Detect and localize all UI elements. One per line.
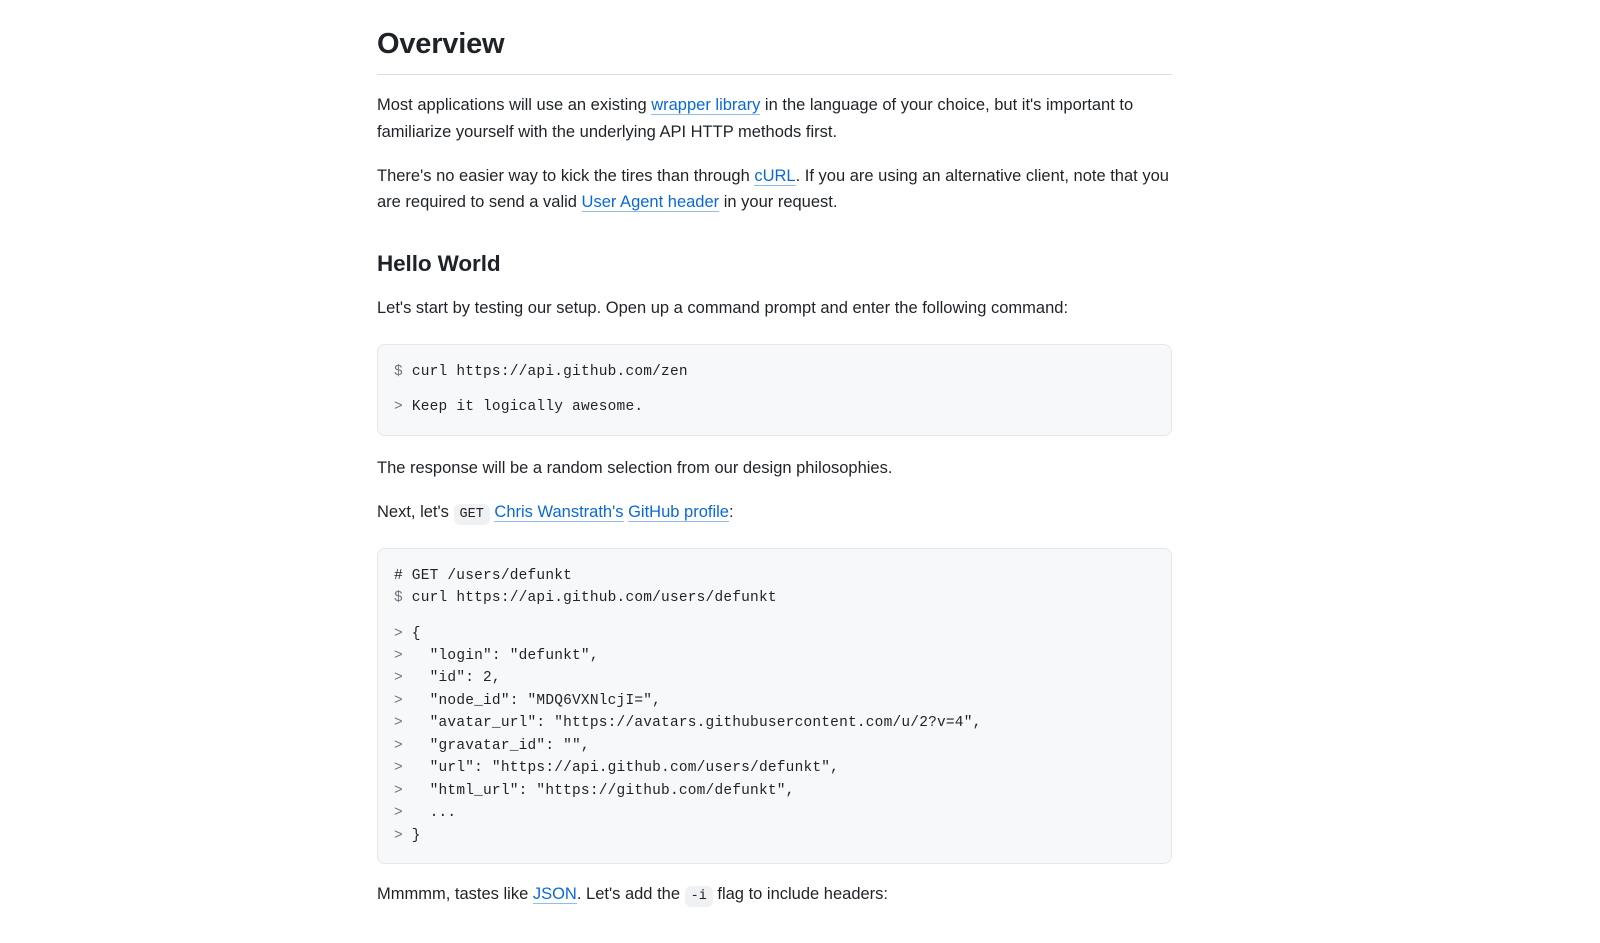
output-prompt: >	[394, 715, 403, 732]
code-text: "id": 2,	[402, 670, 501, 687]
output-prompt: >	[394, 737, 403, 754]
code-text: "login": "defunkt",	[402, 647, 599, 664]
code-blank-line	[394, 383, 1155, 396]
code-text: "node_id": "MDQ6VXNlcjI=",	[402, 692, 662, 709]
i-flag-badge: -i	[685, 886, 713, 907]
output-prompt: >	[394, 827, 403, 844]
code-line	[394, 712, 1155, 734]
code-blank-line	[394, 609, 1155, 622]
overview-paragraph-2-part2: . If you are using an alternative client, note that you are required to send a valid	[377, 166, 1169, 212]
page-title: Overview	[377, 26, 1172, 75]
output-prompt: >	[394, 647, 403, 664]
code-line	[394, 757, 1155, 779]
hello-world-paragraph-1: Let's start by testing our setup. Open up a command prompt and enter the following command:	[377, 299, 1069, 318]
code-block-defunkt	[377, 548, 1172, 865]
json-link[interactable]: JSON	[532, 885, 577, 904]
code-text: ...	[402, 805, 457, 822]
curl-link[interactable]: cURL	[754, 166, 796, 185]
overview-paragraph-1-text-after: in the language of your choice, but it's important to familiarize yourself with the underlying API HTTP methods first.	[377, 96, 1134, 141]
code-text: {	[402, 625, 421, 642]
code-line	[394, 735, 1155, 757]
code-text: Keep it logically awesome.	[411, 399, 644, 416]
github-profile-link[interactable]: GitHub profile	[628, 502, 729, 521]
overview-paragraph-2-part1: There's no easier way to kick the tires than through	[377, 166, 755, 185]
output-prompt: >	[394, 805, 403, 822]
hello-world-paragraph-4	[377, 881, 1172, 908]
code-line	[394, 623, 1155, 645]
code-line	[394, 645, 1155, 667]
paragraph-4-part1: Mmmmm, tastes like	[377, 885, 533, 904]
code-text: # GET /users/defunkt	[394, 567, 573, 584]
output-prompt: >	[394, 760, 403, 777]
paragraph-4-part2: . Let's add the	[576, 885, 685, 904]
code-text: "gravatar_id": "",	[402, 737, 590, 754]
code-line	[394, 667, 1155, 689]
code-text: curl https://api.github.com/users/defunkt	[402, 590, 777, 606]
overview-paragraph-2-part3: in your request.	[719, 193, 838, 212]
paragraph-3-part2: :	[728, 502, 734, 521]
code-line	[394, 780, 1155, 802]
overview-paragraph-1-text-before: Most applications will use an existing	[377, 96, 652, 115]
output-prompt: >	[394, 625, 403, 642]
code-text: "url": "https://api.github.com/users/defunkt",	[402, 760, 840, 777]
output-prompt: >	[394, 399, 403, 416]
code-line	[394, 396, 1155, 418]
shell-prompt: $	[394, 590, 403, 606]
code-text: curl https://api.github.com/zen	[411, 363, 688, 380]
overview-paragraph-1	[377, 92, 1172, 145]
output-prompt: >	[394, 782, 403, 799]
code-line	[394, 802, 1155, 824]
code-line	[394, 361, 1155, 383]
output-prompt: >	[394, 670, 403, 687]
shell-prompt: $	[394, 363, 403, 380]
get-method-badge: GET	[454, 504, 490, 525]
user-agent-header-link[interactable]: User Agent header	[581, 193, 720, 212]
wrapper-library-link[interactable]: wrapper library	[651, 96, 761, 115]
code-block-zen	[377, 344, 1172, 436]
code-text: "html_url": "https://github.com/defunkt",	[402, 782, 795, 799]
code-text: }	[402, 827, 421, 844]
code-line	[394, 587, 1155, 609]
code-line	[394, 565, 1155, 587]
chris-wanstrath-link[interactable]: Chris Wanstrath's	[494, 502, 624, 521]
hello-world-heading: Hello World	[377, 251, 501, 277]
output-prompt: >	[394, 692, 403, 709]
hello-world-paragraph-2: The response will be a random selection from our design philosophies.	[377, 458, 893, 477]
document-content	[377, 0, 1172, 908]
overview-paragraph-2	[377, 163, 1172, 216]
code-line	[394, 825, 1155, 847]
code-text: "avatar_url": "https://avatars.githubusercontent.com/u/2?v=4",	[402, 715, 982, 732]
code-line	[394, 690, 1155, 712]
paragraph-4-part3: flag to include headers:	[712, 885, 888, 904]
hello-world-paragraph-3	[377, 499, 1172, 526]
paragraph-3-part1: Next, let's	[377, 502, 454, 521]
